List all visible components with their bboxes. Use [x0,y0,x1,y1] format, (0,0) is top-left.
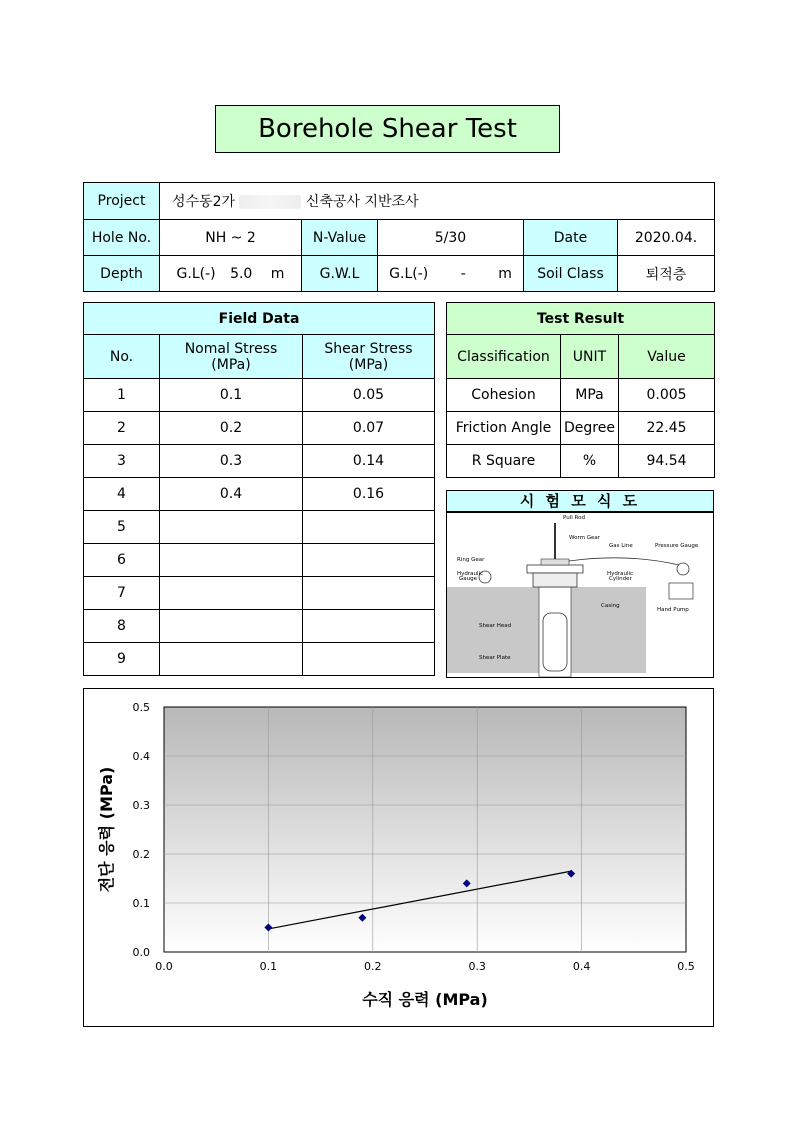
result-name-cell: R Square [447,445,561,478]
col-unit: UNIT [561,335,619,379]
col-value: Value [619,335,715,379]
field-no-cell: 8 [84,610,160,643]
gas-line-shape [569,558,679,565]
y-tick-label: 0.5 [132,701,150,714]
ground-right [570,587,646,673]
test-result-row [447,412,715,445]
field-data-row [84,478,435,511]
y-tick-label: 0.3 [132,799,150,812]
gear-housing [533,573,577,587]
col-normal-stress-unit: (MPa) [211,356,251,373]
result-unit-cell: % [561,445,619,478]
field-data-row [84,643,435,676]
field-shear-cell [303,577,435,610]
x-tick-label: 0.5 [677,960,695,973]
col-shear-stress-unit: (MPa) [348,356,389,373]
field-no-cell: 3 [84,445,160,478]
label-hydraulic-gauge-1: Hydraulic [457,571,484,577]
field-no-cell: 2 [84,412,160,445]
test-result-header: Test Result [447,303,715,335]
result-unit-cell: Degree [561,412,619,445]
test-result-table [446,302,715,478]
field-no-cell: 5 [84,511,160,544]
field-no-cell: 1 [84,379,160,412]
col-shear-stress-title: Shear Stress [324,340,413,357]
field-data-row [84,511,435,544]
col-shear-stress [303,335,435,379]
depth-gl: G.L(-) [176,265,216,282]
y-tick-label: 0.0 [132,946,150,959]
col-normal-stress-title: Nomal Stress [184,340,278,357]
n-value-value: 5/30 [378,220,524,256]
y-tick-label: 0.2 [132,848,150,861]
label-pressure-gauge: Pressure Gauge [655,543,699,549]
depth-label: Depth [84,256,160,292]
hole-no-label: Hole No. [84,220,160,256]
project-name-part1: 성수동2가 [172,194,236,210]
label-gas-line: Gas Line [609,543,633,549]
col-normal-stress [160,335,303,379]
result-name-cell: Friction Angle [447,412,561,445]
shear-head-shape [543,613,567,671]
date-value: 2020.04. [618,220,715,256]
result-unit-cell: MPa [561,379,619,412]
plot-area [164,707,686,952]
gwl-unit: m [498,265,512,282]
platform-shape [527,565,583,573]
field-shear-cell: 0.14 [303,445,435,478]
y-tick-label: 0.1 [132,897,150,910]
field-data-row [84,544,435,577]
label-casing: Casing [601,603,620,609]
n-value-label: N-Value [302,220,378,256]
field-normal-cell [160,511,303,544]
project-label: Project [84,183,160,220]
field-normal-cell [160,643,303,676]
worm-gear-shape [541,559,569,565]
test-result-row [447,379,715,412]
test-result-row [447,445,715,478]
field-normal-cell [160,544,303,577]
label-worm-gear: Worm Gear [569,535,601,541]
field-shear-cell [303,511,435,544]
depth-value-cell [160,256,302,292]
label-pull-rod: Pull Rod [563,515,585,521]
result-value-cell: 94.54 [619,445,715,478]
field-no-cell: 6 [84,544,160,577]
field-data-row [84,445,435,478]
field-data-table [83,302,435,676]
field-shear-cell [303,643,435,676]
field-normal-cell: 0.4 [160,478,303,511]
y-axis-label: 전단 응력 (MPa) [97,766,116,893]
gwl-label: G.W.L [302,256,378,292]
field-data-row [84,610,435,643]
field-no-cell: 9 [84,643,160,676]
x-tick-label: 0.3 [468,960,486,973]
result-name-cell: Cohesion [447,379,561,412]
field-normal-cell: 0.2 [160,412,303,445]
gwl-gl: G.L(-) [389,265,429,282]
field-normal-cell [160,610,303,643]
diagram-title: 시 험 모 식 도 [446,490,714,512]
field-shear-cell: 0.05 [303,379,435,412]
label-shear-plate: Shear Plate [479,655,511,661]
label-hydraulic-cylinder-1: Hydraulic [607,571,634,577]
test-schematic [446,512,714,678]
label-shear-head: Shear Head [479,623,512,629]
label-hydraulic-gauge-2: Gauge [459,576,477,582]
gwl-value-cell [378,256,524,292]
field-no-cell: 4 [84,478,160,511]
label-ring-gear: Ring Gear [457,557,485,563]
soil-class-value: 퇴적층 [618,256,715,292]
chart-svg [84,689,712,1025]
field-data-header: Field Data [84,303,435,335]
gwl-value: - [460,265,466,282]
hand-pump-shape [669,583,693,599]
result-value-cell: 0.005 [619,379,715,412]
field-shear-cell: 0.07 [303,412,435,445]
field-no-cell: 7 [84,577,160,610]
field-shear-cell: 0.16 [303,478,435,511]
depth-value: 5.0 [230,265,253,282]
page-title: Borehole Shear Test [215,105,560,153]
col-no: No. [84,335,160,379]
field-normal-cell: 0.1 [160,379,303,412]
schematic-svg [447,513,713,677]
field-data-row [84,379,435,412]
x-tick-label: 0.0 [155,960,173,973]
field-normal-cell: 0.3 [160,445,303,478]
col-classification: Classification [447,335,561,379]
field-data-row [84,412,435,445]
label-hand-pump: Hand Pump [657,607,689,613]
result-value-cell: 22.45 [619,412,715,445]
project-name [160,183,715,220]
field-data-row [84,577,435,610]
date-label: Date [524,220,618,256]
x-tick-label: 0.4 [572,960,591,973]
x-tick-label: 0.2 [364,960,382,973]
field-shear-cell [303,544,435,577]
redacted-block [239,195,301,209]
project-info-table [83,182,715,292]
field-shear-cell [303,610,435,643]
soil-class-label: Soil Class [524,256,618,292]
chart-container [83,688,714,1027]
hole-no-value: NH ~ 2 [160,220,302,256]
x-tick-label: 0.1 [259,960,278,973]
label-hydraulic-cylinder-2: Cylinder [609,576,632,582]
field-normal-cell [160,577,303,610]
project-name-part2: 신축공사 지반조사 [305,194,419,210]
x-axis-label: 수직 응력 (MPa) [362,990,488,1009]
depth-unit: m [270,265,285,282]
y-tick-label: 0.4 [132,750,150,763]
